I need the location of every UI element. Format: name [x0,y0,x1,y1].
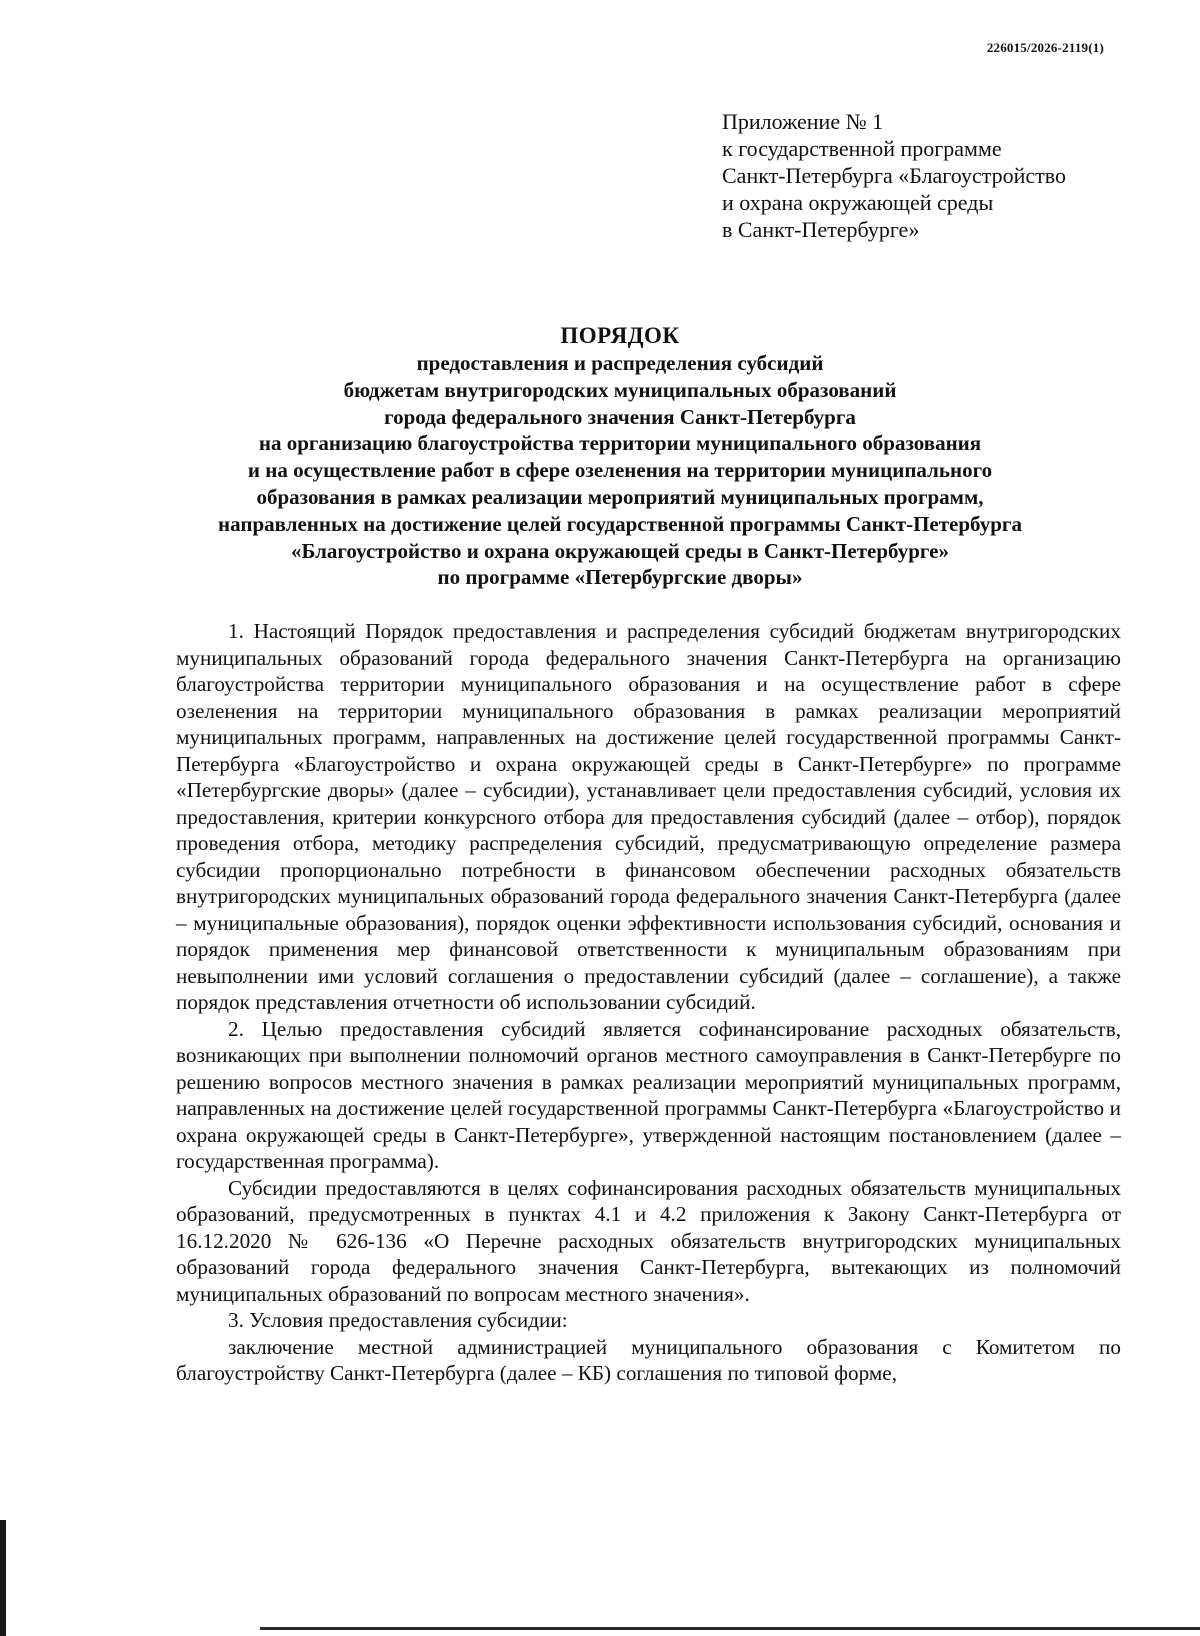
scan-edge-left [0,1520,6,1636]
appendix-line: Санкт-Петербурга «Благоустройство [722,163,1066,188]
title-line: по программе «Петербургские дворы» [437,565,803,590]
title-line: на организацию благоустройства территории муниципального образования [258,431,982,456]
paragraph-1: 1. Настоящий Порядок предоставления и распределения субсидий бюджетам внутригородских муниципальных образований города федерального значения Санкт-Петербурга на организацию благоустройства территории муниципального образования и на осуществление работ в сфере озеленения на территории муниципального образования в рамках реализации мероприятий муниципальных программ, направленных на достижение целей государственной программы Санкт-Петербурга «Благоустройство и охрана окружающей среды в Санкт-Петербурге» по программе «Петербургские дворы» (далее – субсидии), устанавливает цели предоставления субсидий, условия их предоставления, критерии конкурсного отбора для предоставления субсидий (далее – отбор), порядок проведения отбора, методику распределения субсидий, предусматривающую определение размера субсидии пропорционально потребности в финансовом обеспечении расходных обязательств внутригородских муниципальных образований города федерального значения Санкт-Петербурга (далее – муниципальные образования), порядок оценки эффективности использования субсидий, основания и порядок применения мер финансовой ответственности к муниципальным образованиям при невыполнении ими условий соглашения о предоставлении субсидий (далее – соглашение), а также порядок представления отчетности об использовании субсидий. [176,619,1121,1014]
paragraph-2-continued: Субсидии предоставляются в целях софинансирования расходных обязательств муниципальных образований, предусмотренных в пунктах 4.1 и 4.2 приложения к Закону Санкт-Петербурга от 16.12.2020 № 626-136 «О Перечне расходных обязательств внутригородских муниципальных образований города федерального значения Санкт-Петербурга, вытекающих из полномочий муниципальных образований по вопросам местного значения». [176,1175,1121,1306]
title-line: и на осуществление работ в сфере озеленения на территории муниципального [247,458,993,483]
scan-edge-bottom [260,1627,1200,1630]
title-line: города федерального значения Санкт-Петербурга [384,404,856,429]
paragraph-3: 3. Условия предоставления субсидии: [228,1308,568,1332]
appendix-line: Приложение № 1 [722,109,884,134]
title-line: бюджетам внутригородских муниципальных образований [343,377,897,402]
document-title [150,322,1090,591]
appendix-header [722,108,1142,243]
document-registration-number: 226015/2026-2119(1) [986,40,1104,55]
title-line: предоставления и распределения субсидий [416,351,824,375]
title-line: направленных на достижение целей государственной программы Санкт-Петербурга [218,511,1022,536]
appendix-line: в Санкт-Петербурге» [722,217,920,242]
title-line: «Благоустройство и охрана окружающей среды в Санкт-Петербурге» [291,538,949,563]
paragraph-2: 2. Целью предоставления субсидий является софинансирование расходных обязательств, возникающих при выполнении полномочий органов местного самоуправления в Санкт-Петербурге по решению вопросов местного значения в рамках реализации мероприятий муниципальных программ, направленных на достижение целей государственной программы Санкт-Петербурга «Благоустройство и охрана окружающей среды в Санкт-Петербурге», утвержденной настоящим постановлением (далее – государственная программа). [176,1016,1121,1173]
paragraph-3-continued: заключение местной администрацией муниципального образования с Комитетом по благоустройству Санкт-Петербурга (далее – КБ) соглашения по типовой форме, [176,1334,1121,1385]
title-line: образования в рамках реализации мероприятий муниципальных программ, [256,484,984,509]
title-main: ПОРЯДОК [560,323,680,348]
document-body [176,618,1121,1387]
appendix-line: к государственной программе [722,136,1002,161]
appendix-line: и охрана окружающей среды [722,190,994,215]
